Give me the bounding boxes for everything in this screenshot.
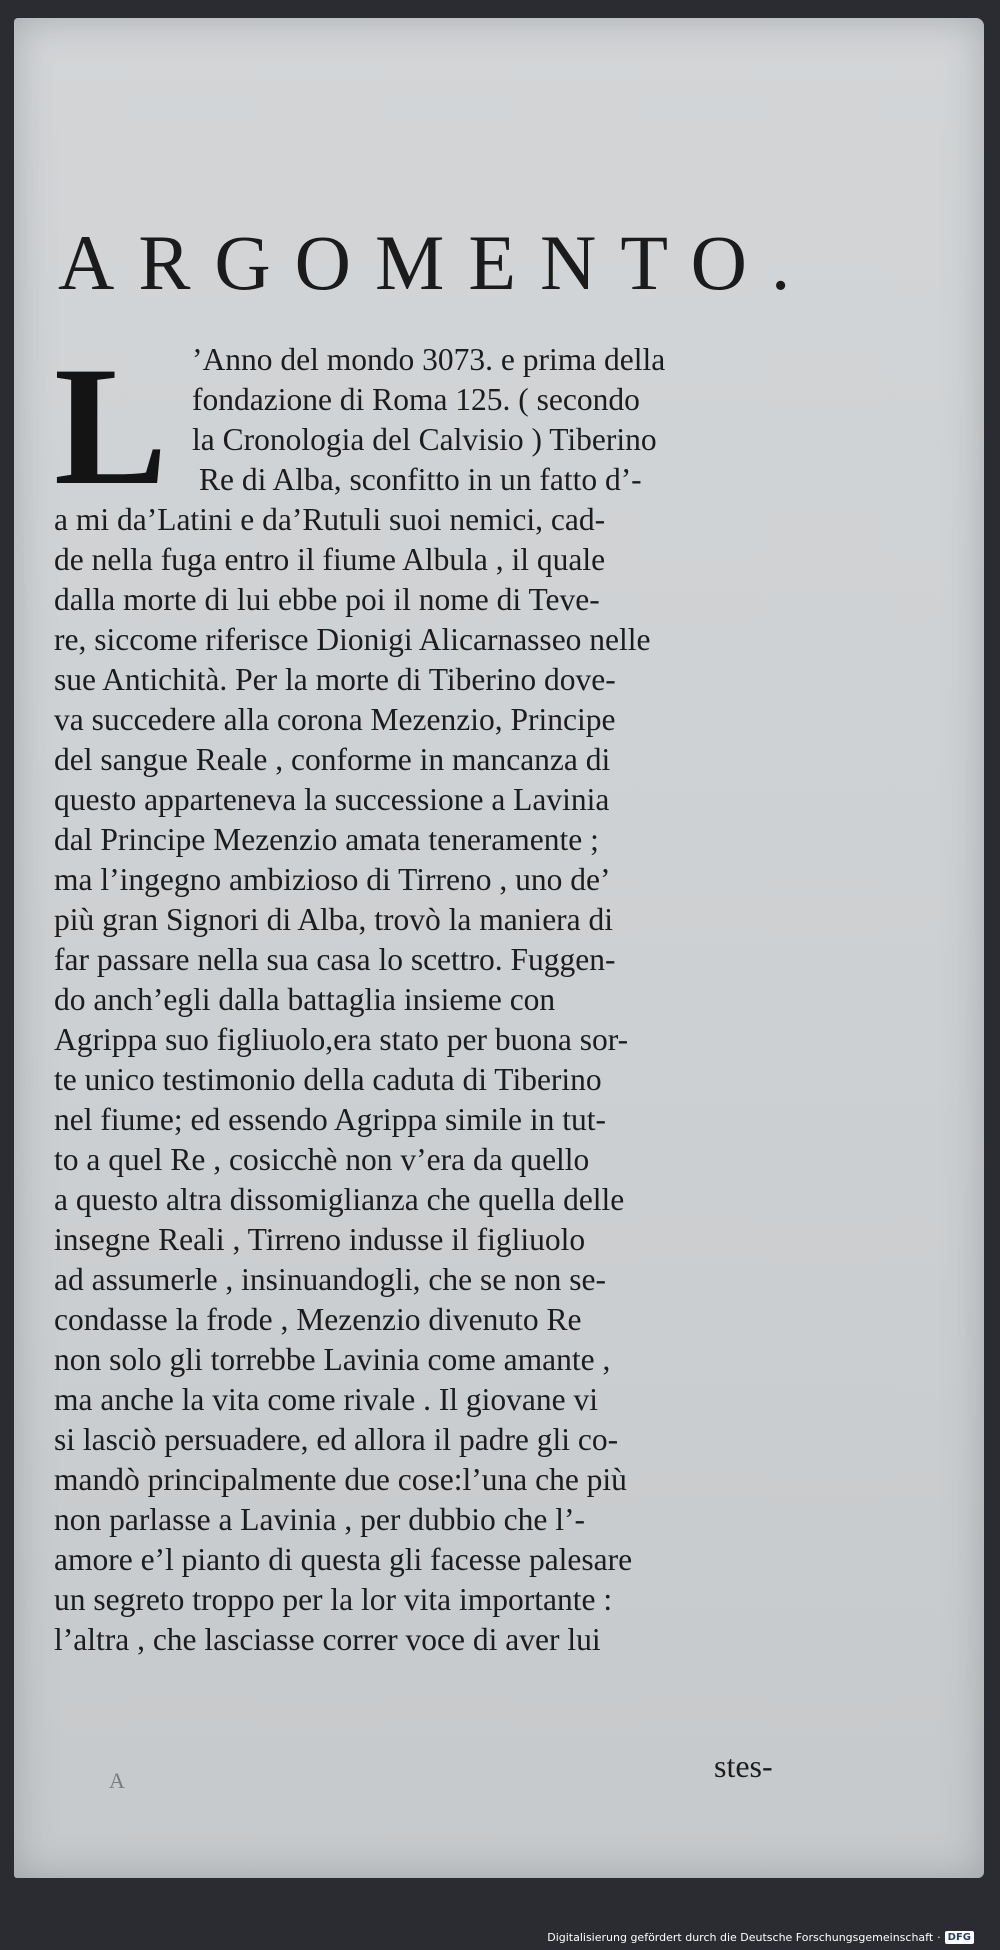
- text-line: nel fiume; ed essendo Agrippa simile in tut-: [54, 1102, 607, 1137]
- text-line: Re di Alba, sconfitto in un fatto d’-: [199, 462, 642, 497]
- drop-cap-letter: L: [54, 332, 168, 520]
- text-line: a mi da’Latini e da’Rutuli suoi nemici, cad-: [54, 502, 606, 537]
- text-line: ad assumerle , insinuandogli, che se non se-: [54, 1262, 606, 1297]
- text-line: più gran Signori di Alba, trovò la maniera di: [54, 902, 614, 937]
- text-line: ’Anno del mondo 3073. e prima della: [192, 342, 666, 377]
- text-line: amore e’l pianto di questa gli facesse palesare: [54, 1542, 633, 1577]
- text-line: to a quel Re , cosicchè non v’era da quello: [54, 1142, 590, 1177]
- credit-text: Digitalisierung gefördert durch die Deutsche Forschungsgemeinschaft: [547, 1931, 934, 1944]
- text-line: ma l’ingegno ambizioso di Tirreno , uno de’: [54, 862, 611, 897]
- text-line: insegne Reali , Tirreno indusse il figliuolo: [54, 1222, 586, 1257]
- page-title: ARGOMENTO.: [58, 219, 815, 306]
- text-line: de nella fuga entro il fiume Albula , il quale: [54, 542, 606, 577]
- text-line: Agrippa suo figliuolo,era stato per buona sor-: [54, 1022, 629, 1057]
- text-line: fondazione di Roma 125. ( secondo: [192, 382, 640, 417]
- text-line: va succedere alla corona Mezenzio, Principe: [54, 702, 616, 737]
- signature-mark: A: [109, 1768, 125, 1793]
- text-line: del sangue Reale , conforme in mancanza di: [54, 742, 611, 777]
- text-line: condasse la frode , Mezenzio divenuto Re: [54, 1302, 582, 1337]
- catchword: stes-: [714, 1748, 773, 1784]
- dfg-logo-badge: DFG: [945, 1931, 974, 1944]
- text-line: non parlasse a Lavinia , per dubbio che l’-: [54, 1502, 585, 1537]
- text-line: non solo gli torrebbe Lavinia come amante ,: [54, 1342, 611, 1377]
- text-line: un segreto troppo per la lor vita importante :: [54, 1582, 613, 1617]
- text-line: ma anche la vita come rivale . Il giovane vi: [54, 1382, 599, 1417]
- text-line: re, siccome riferisce Dionigi Alicarnasseo nelle: [54, 622, 651, 657]
- digitization-credit: Digitalisierung gefördert durch die Deutsche Forschungsgemeinschaft · DFG: [547, 1931, 974, 1944]
- text-line: mandò principalmente due cose:l’una che più: [54, 1462, 627, 1497]
- text-line: si lasciò persuadere, ed allora il padre gli co-: [54, 1422, 619, 1457]
- text-line: questo apparteneva la successione a Lavinia: [54, 782, 610, 817]
- text-line: a questo altra dissomiglianza che quella delle: [54, 1182, 625, 1217]
- text-line: l’altra , che lasciasse correr voce di aver lui: [54, 1622, 601, 1657]
- text-line: far passare nella sua casa lo scettro. Fuggen-: [54, 942, 616, 977]
- text-line: do anch’egli dalla battaglia insieme con: [54, 982, 556, 1017]
- text-line: la Cronologia del Calvisio ) Tiberino: [192, 422, 657, 457]
- book-page: [14, 18, 984, 1878]
- text-line: te unico testimonio della caduta di Tiberino: [54, 1062, 602, 1097]
- text-line: sue Antichità. Per la morte di Tiberino dove-: [54, 662, 616, 697]
- text-line: dal Principe Mezenzio amata teneramente ;: [54, 822, 599, 857]
- text-line: dalla morte di lui ebbe poi il nome di Teve-: [54, 582, 600, 617]
